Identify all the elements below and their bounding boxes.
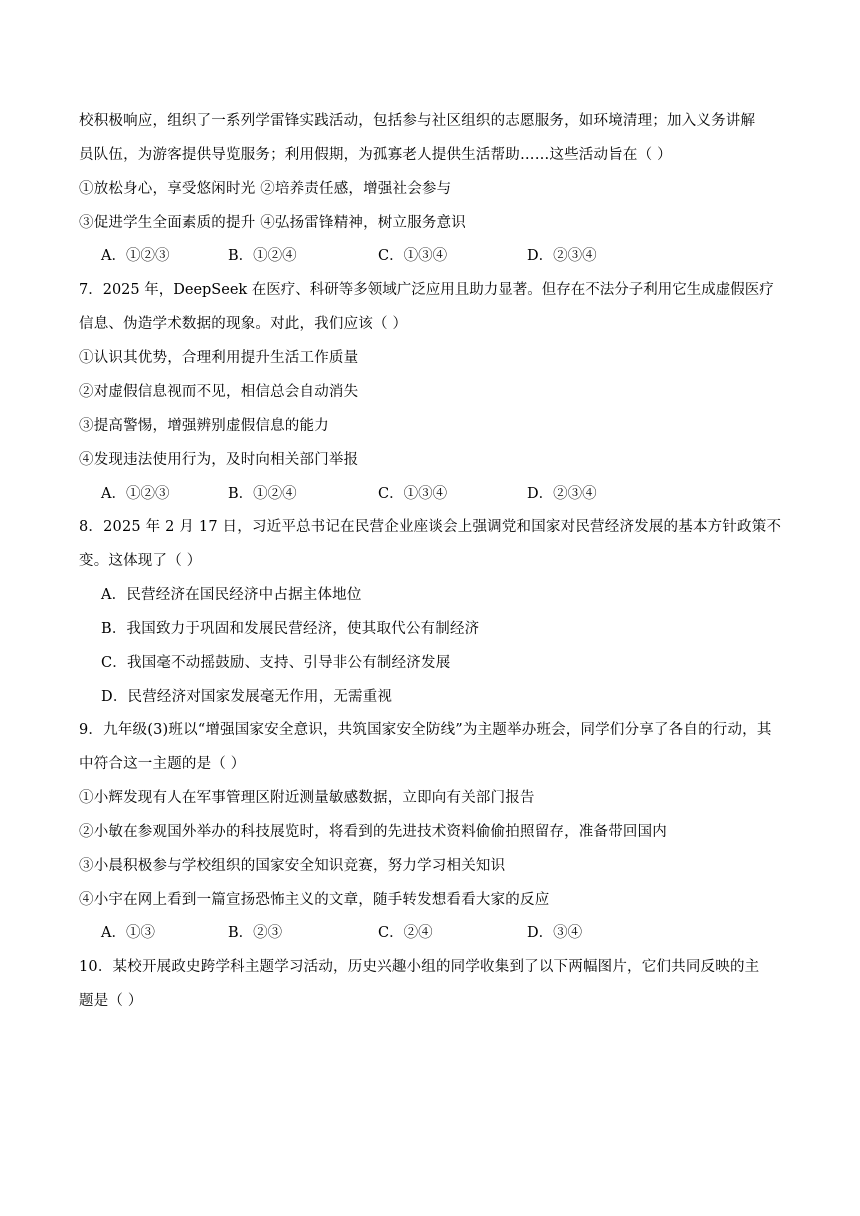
q6-stem-line-2: 员队伍，为游客提供导览服务；利用假期，为孤寡老人提供生活帮助……这些活动旨在（ ） xyxy=(79,147,672,163)
q8-option-c[interactable]: C．我国毫不动摇鼓励、支持、引导非公有制经济发展 xyxy=(101,655,451,671)
q10-stem-line-2: 题是（ ） xyxy=(79,993,143,1009)
q8-stem-line-2: 变。这体现了（ ） xyxy=(79,553,202,569)
q9-stem-line-1: 9．九年级(3)班以“增强国家安全意识，共筑国家安全防线”为主题举办班会，同学们分享了各自的行动，其 xyxy=(79,722,772,738)
q8-option-d[interactable]: D．民营经济对国家发展毫无作用，无需重视 xyxy=(101,689,393,705)
q9-option-d[interactable]: D．③④ xyxy=(527,925,583,941)
q8-stem-line-1: 8．2025 年 2 月 17 日，习近平总书记在民营企业座谈会上强调党和国家对民营经济发展的基本方针政策不 xyxy=(79,519,782,535)
q9-statement-2: ②小敏在参观国外举办的科技展览时，将看到的先进技术资料偷偷拍照留存，准备带回国内 xyxy=(79,824,667,840)
q9-option-a[interactable]: A．①③ xyxy=(101,925,155,941)
q9-statement-4: ④小宇在网上看到一篇宣扬恐怖主义的文章，随手转发想看看大家的反应 xyxy=(79,892,550,908)
q7-option-c[interactable]: C．①③④ xyxy=(378,486,448,502)
q7-stem-line-1: 7．2025 年，DeepSeek 在医疗、科研等多领域广泛应用且助力显著。但存在不法分子利用它生成虚假医疗 xyxy=(79,282,774,298)
q6-stem-line-1: 校积极响应，组织了一系列学雷锋实践活动，包括参与社区组织的志愿服务，如环境清理；加入义务讲解 xyxy=(79,113,756,129)
q7-statement-2: ②对虚假信息视而不见，相信总会自动消失 xyxy=(79,384,359,400)
q10-stem-line-1: 10．某校开展政史跨学科主题学习活动，历史兴趣小组的同学收集到了以下两幅图片，它们共同反映的主 xyxy=(79,959,760,975)
q6-statement-1-2: ①放松身心，享受悠闲时光 ②培养责任感，增强社会参与 xyxy=(79,181,452,197)
q9-statement-3: ③小晨积极参与学校组织的国家安全知识竞赛，努力学习相关知识 xyxy=(79,858,506,874)
q9-statement-1: ①小辉发现有人在军事管理区附近测量敏感数据，立即向有关部门报告 xyxy=(79,790,535,806)
q6-statement-3-4: ③促进学生全面素质的提升 ④弘扬雷锋精神，树立服务意识 xyxy=(79,215,467,231)
q7-option-b[interactable]: B．①②④ xyxy=(228,486,297,502)
q7-statement-1: ①认识其优势，合理利用提升生活工作质量 xyxy=(79,350,359,366)
q7-stem-line-2: 信息、伪造学术数据的现象。对此，我们应该（ ） xyxy=(79,316,408,332)
q7-statement-4: ④发现违法使用行为，及时向相关部门举报 xyxy=(79,452,359,468)
q7-statement-3: ③提高警惕，增强辨别虚假信息的能力 xyxy=(79,418,329,434)
q9-stem-line-2: 中符合这一主题的是（ ） xyxy=(79,756,246,772)
q7-option-a[interactable]: A．①②③ xyxy=(101,486,170,502)
q8-option-a[interactable]: A．民营经济在国民经济中占据主体地位 xyxy=(101,587,362,603)
q7-option-d[interactable]: D．②③④ xyxy=(527,486,597,502)
q9-option-c[interactable]: C．②④ xyxy=(378,925,433,941)
q6-option-d[interactable]: D．②③④ xyxy=(527,248,597,264)
q8-option-b[interactable]: B．我国致力于巩固和发展民营经济，使其取代公有制经济 xyxy=(101,621,480,637)
q6-option-c[interactable]: C．①③④ xyxy=(378,248,448,264)
q6-option-b[interactable]: B．①②④ xyxy=(228,248,297,264)
q9-option-b[interactable]: B．②③ xyxy=(228,925,283,941)
q6-option-a[interactable]: A．①②③ xyxy=(101,248,170,264)
